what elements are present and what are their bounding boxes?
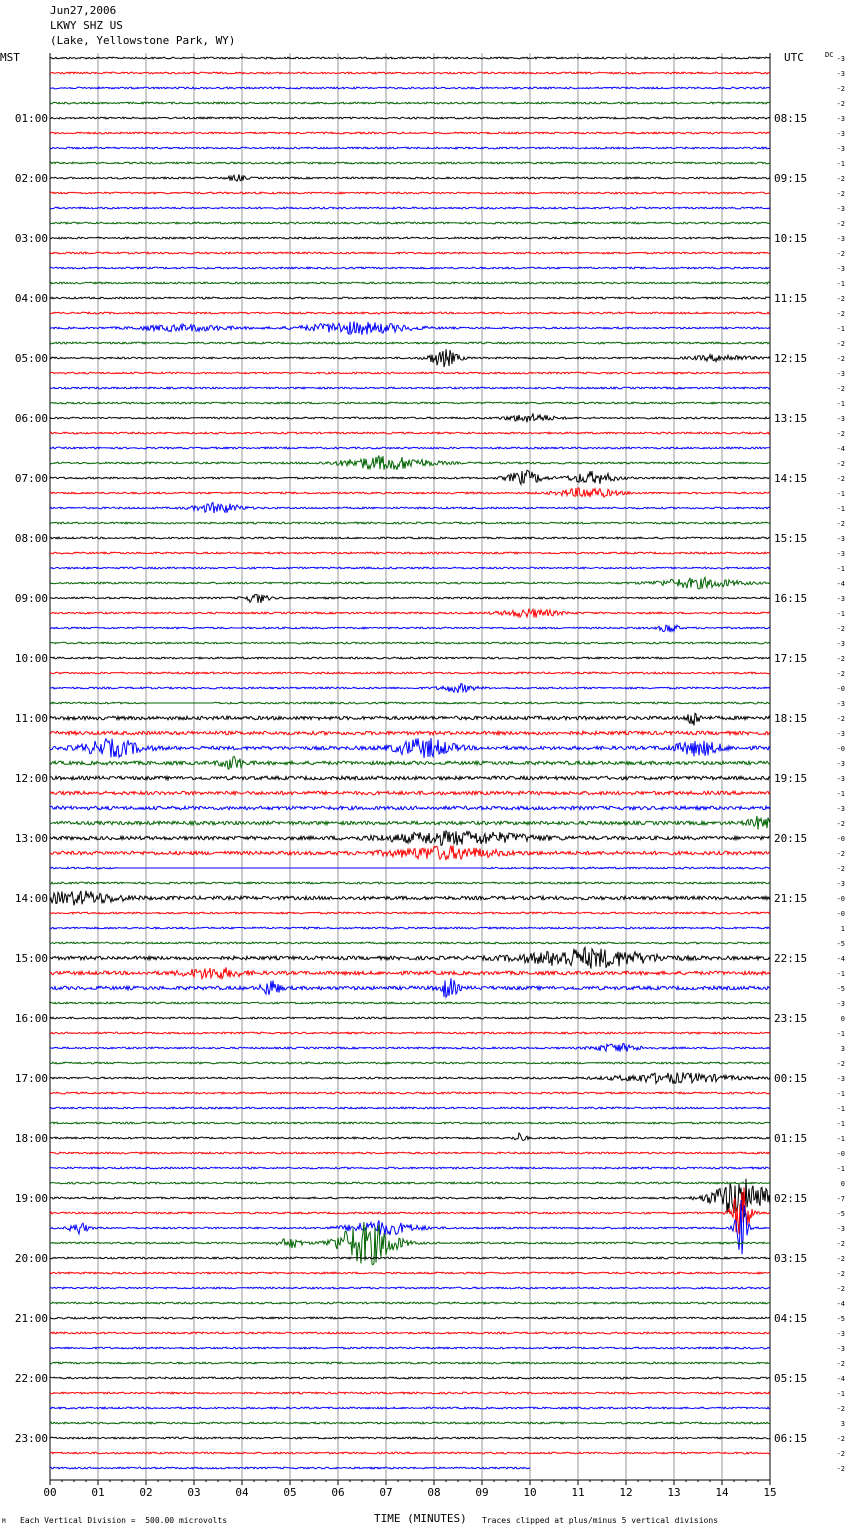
dc-offset-label: 0 [840,1015,845,1023]
dc-offset-label: -2 [836,100,845,108]
trace-row [50,831,770,845]
dc-offset-label: -2 [836,475,845,483]
trace-row [50,642,770,644]
dc-offset-label: -1 [836,160,845,168]
trace-row [50,503,770,513]
trace-row [50,72,770,74]
trace-row [50,342,770,344]
trace-row [50,1072,770,1083]
dc-offset-label: -1 [836,790,845,798]
trace-row [50,87,770,89]
trace-row [50,1167,770,1169]
trace-row [50,1179,770,1218]
left-zone-label: MST [0,51,20,64]
dc-offset-label: -3 [836,700,845,708]
dc-offset-label: -2 [836,520,845,528]
dc-offset-label: -1 [836,1390,845,1398]
dc-offset-label: 3 [840,1045,845,1053]
right-hour-label: 09:15 [774,172,808,185]
x-tick-label: 00 [43,1486,57,1499]
trace-row [50,402,770,404]
dc-offset-label: -2 [836,310,845,318]
trace-row [50,891,770,906]
trace-row [50,162,770,164]
dc-offset-label: -1 [836,1165,845,1173]
x-tick-label: 09 [475,1486,489,1499]
left-hour-label: 04:00 [14,292,48,305]
left-hour-label: 05:00 [14,352,48,365]
right-zone-label: UTC [784,51,804,64]
right-hour-label: 19:15 [774,772,808,785]
trace-row [50,947,770,968]
right-hour-label: 10:15 [774,232,808,245]
right-hour-label: 17:15 [774,652,808,665]
x-tick-label: 15 [763,1486,777,1499]
trace-row [50,776,770,780]
trace-row [50,791,770,795]
trace-row [50,845,770,860]
dc-offset-label: -2 [836,1435,845,1443]
dc-offset-label: -2 [836,430,845,438]
dc-offset-label: -1 [836,400,845,408]
dc-offset-label: -0 [836,685,845,693]
right-hour-label: 15:15 [774,532,808,545]
left-hour-label: 11:00 [14,712,48,725]
dc-offset-label: -2 [836,355,845,363]
trace-row [50,1122,770,1124]
trace-row [50,609,770,618]
right-hour-label: 08:15 [774,112,808,125]
dc-offset-label: -3 [836,415,845,423]
trace-row [50,1407,770,1409]
left-hour-label: 14:00 [14,892,48,905]
trace-row [50,816,770,830]
x-tick-label: 03 [187,1486,201,1499]
right-hour-label: 20:15 [774,832,808,845]
trace-row [50,567,770,569]
trace-row [50,1002,770,1004]
trace-row [50,1182,770,1184]
right-hour-label: 16:15 [774,592,808,605]
trace-row [50,1133,770,1140]
x-tick-label: 07 [379,1486,393,1499]
dc-offset-label: -2 [836,250,845,258]
trace-row [50,267,770,269]
trace-row [50,594,770,603]
left-hour-label: 09:00 [14,592,48,605]
trace-row [50,222,770,224]
dc-offset-label: 3 [840,1420,845,1428]
dc-offset-label: -0 [836,835,845,843]
dc-offset-label: -3 [836,760,845,768]
trace-row [50,912,770,914]
dc-offset-label: -1 [836,1135,845,1143]
trace-row [50,702,770,704]
corner-mark: M [2,1518,6,1525]
dc-offset-label: -2 [836,220,845,228]
dc-offset-label: -3 [836,805,845,813]
right-hour-label: 14:15 [774,472,808,485]
x-tick-label: 12 [619,1486,633,1499]
left-hour-label: 18:00 [14,1132,48,1145]
trace-row [50,1362,770,1364]
dc-offset-label: -0 [836,910,845,918]
dc-offset-label: -1 [836,970,845,978]
trace-row [50,537,770,539]
trace-row [50,1377,770,1379]
dc-offset-label: -3 [836,595,845,603]
trace-row [50,522,770,524]
trace-row [50,252,770,254]
trace-row [50,757,770,770]
trace-row [50,577,770,589]
trace-row [50,731,770,735]
trace-row [50,1437,770,1439]
dc-offset-label: -2 [836,670,845,678]
trace-row [50,625,770,632]
dc-offset-label: -5 [836,985,845,993]
dc-offset-label: -2 [836,625,845,633]
right-hour-label: 12:15 [774,352,808,365]
dc-offset-label: -2 [836,385,845,393]
trace-row [50,147,770,149]
left-hour-label: 22:00 [14,1372,48,1385]
dc-offset-label: -2 [836,175,845,183]
trace-row [50,927,770,929]
trace-row [50,672,770,674]
dc-offset-label: -3 [836,640,845,648]
trace-row [50,1287,770,1289]
trace-row [50,1332,770,1334]
left-hour-label: 19:00 [14,1192,48,1205]
left-hour-label: 16:00 [14,1012,48,1025]
trace-row [50,312,770,314]
dc-offset-label: -2 [836,1285,845,1293]
trace-row [50,657,770,659]
x-tick-label: 06 [331,1486,345,1499]
left-hour-label: 13:00 [14,832,48,845]
right-hour-label: 22:15 [774,952,808,965]
trace-row [50,413,770,422]
trace-row [50,1017,770,1019]
dc-offset-label: -4 [836,445,845,453]
dc-offset-label: -2 [836,865,845,873]
trace-row [50,282,770,284]
trace-group [50,57,770,1469]
x-tick-label: 05 [283,1486,297,1499]
dc-offset-label: -3 [836,370,845,378]
trace-row [50,207,770,209]
trace-row [50,57,770,59]
trace-row [50,1152,770,1154]
trace-row [50,1107,770,1109]
right-hour-label: 05:15 [774,1372,808,1385]
dc-offset-label: -2 [836,1060,845,1068]
dc-offset-label: -1 [836,1105,845,1113]
dc-offset-label: -3 [836,1330,845,1338]
x-tick-label: 01 [91,1486,105,1499]
dc-offset-label: -2 [836,85,845,93]
left-hour-label: 01:00 [14,112,48,125]
trace-row [50,372,770,374]
dc-offset-label: -4 [836,580,845,588]
dc-offset-label: 1 [840,925,845,933]
trace-row [50,192,770,194]
dc-offset-label: -2 [836,1360,845,1368]
dc-offset-label: -1 [836,325,845,333]
dc-offset-label: -3 [836,115,845,123]
right-hour-label: 21:15 [774,892,808,905]
clip-note: Traces clipped at plus/minus 5 vertical divisions [482,1516,719,1525]
dc-offset-label: -2 [836,1240,845,1248]
left-hour-label: 07:00 [14,472,48,485]
dc-offset-label: -2 [836,1405,845,1413]
right-hour-label: 03:15 [774,1252,808,1265]
dc-offset-label: -0 [836,1150,845,1158]
left-hour-label: 10:00 [14,652,48,665]
dc-offset-label: -2 [836,1255,845,1263]
x-tick-label: 08 [427,1486,441,1499]
header-location: (Lake, Yellowstone Park, WY) [50,34,236,47]
left-hour-label: 17:00 [14,1072,48,1085]
dc-offset-label: -3 [836,730,845,738]
right-hour-label: 02:15 [774,1192,808,1205]
left-hour-label: 12:00 [14,772,48,785]
dc-offset-label: -5 [836,1210,845,1218]
dc-offset-label: -2 [836,655,845,663]
dc-offset-label: -4 [836,1300,845,1308]
trace-row [50,967,770,978]
x-tick-label: 14 [715,1486,729,1499]
trace-row [50,456,770,470]
trace-row [50,1302,770,1304]
trace-row [50,132,770,134]
dc-offset-label: -3 [836,1000,845,1008]
trace-row [50,882,770,884]
dc-offset-label: -3 [836,55,845,63]
dc-offset-label: -3 [836,130,845,138]
right-hour-label: 06:15 [774,1432,808,1445]
right-hour-label: 18:15 [774,712,808,725]
trace-row [50,237,770,239]
dc-offset-label: -3 [836,145,845,153]
trace-row [50,447,770,449]
dc-offset-label: -3 [836,775,845,783]
right-hour-label: 23:15 [774,1012,808,1025]
trace-row [50,349,770,367]
right-hour-label: 11:15 [774,292,808,305]
trace-row [50,806,770,810]
trace-row [50,1452,770,1454]
dc-offset-label: -4 [836,1375,845,1383]
trace-row [50,1317,770,1319]
dc-offset-label: -1 [836,280,845,288]
left-hour-label: 15:00 [14,952,48,965]
trace-row [50,117,770,119]
x-tick-label: 10 [523,1486,537,1499]
trace-row [50,321,770,334]
trace-row [50,102,770,104]
trace-row [50,174,770,181]
x-tick-label: 13 [667,1486,681,1499]
left-hour-label: 03:00 [14,232,48,245]
x-axis-title: TIME (MINUTES) [374,1512,467,1525]
trace-row [50,387,770,389]
dc-offset-label: -0 [836,745,845,753]
dc-offset-label: -3 [836,70,845,78]
dc-offset-label: -3 [836,205,845,213]
trace-row [50,1092,770,1094]
dc-offset-label: -1 [836,565,845,573]
trace-row [50,1347,770,1349]
dc-offset-label: -2 [836,295,845,303]
left-hour-label: 20:00 [14,1252,48,1265]
dc-offset-label: -5 [836,940,845,948]
dc-offset-label: -3 [836,1225,845,1233]
trace-row [50,1422,770,1424]
dc-offset-label: -2 [836,460,845,468]
scale-note: Each Vertical Division = 500.00 microvolts [20,1516,228,1525]
trace-row [50,738,770,758]
left-hour-label: 23:00 [14,1432,48,1445]
dc-offset-label: -1 [836,505,845,513]
dc-offset-label: -2 [836,190,845,198]
left-hour-label: 21:00 [14,1312,48,1325]
x-tick-label: 04 [235,1486,249,1499]
dc-offset-label: -3 [836,550,845,558]
trace-row [50,297,770,299]
trace-row [50,488,770,497]
header-date: Jun27,2006 [50,4,117,17]
trace-row [50,1200,770,1255]
dc-offset-label: -3 [836,1345,845,1353]
trace-row [50,684,770,693]
trace-row [50,1062,770,1064]
dc-offset-label: -3 [836,265,845,273]
dc-offset-label: -0 [836,895,845,903]
dc-offset-label: -2 [836,715,845,723]
dc-offset-label: -1 [836,610,845,618]
trace-row [50,432,770,434]
right-hour-label: 13:15 [774,412,808,425]
x-tick-label: 02 [139,1486,153,1499]
dc-offset-label: -2 [836,1270,845,1278]
x-tick-label: 11 [571,1486,585,1499]
trace-row [50,1257,770,1259]
dc-offset-label: -4 [836,955,845,963]
trace-row [50,552,770,554]
trace-row [50,713,770,725]
dc-offset-label: -1 [836,1120,845,1128]
trace-row [50,1392,770,1394]
dc-offset-label: -3 [836,1075,845,1083]
dc-offset-label: -3 [836,880,845,888]
trace-row [50,942,770,944]
dc-offset-label: -1 [836,1090,845,1098]
trace-row [50,1044,770,1052]
trace-row [50,978,770,997]
trace-row [50,470,770,484]
left-hour-label: 06:00 [14,412,48,425]
trace-row [50,1032,770,1034]
trace-row [50,867,770,869]
dc-offset-label: -2 [836,340,845,348]
dc-offset-label: -7 [836,1195,845,1203]
right-hour-label: 00:15 [774,1072,808,1085]
dc-offset-label: -2 [836,1465,845,1473]
dc-offset-label: -3 [836,235,845,243]
dc-offset-label: -1 [836,490,845,498]
dc-offset-label: -1 [836,1030,845,1038]
dc-offset-label: -5 [836,1315,845,1323]
dc-offset-label: -2 [836,1450,845,1458]
dc-offset-label: -2 [836,820,845,828]
left-hour-label: 02:00 [14,172,48,185]
right-hour-label: 01:15 [774,1132,808,1145]
left-hour-label: 08:00 [14,532,48,545]
right-hour-label: 04:15 [774,1312,808,1325]
dc-offset-label: 0 [840,1180,845,1188]
dc-label: DC [825,51,834,59]
dc-offset-label: -2 [836,850,845,858]
trace-row [50,1272,770,1274]
header-station: LKWY SHZ US [50,19,123,32]
dc-offset-label: -3 [836,535,845,543]
